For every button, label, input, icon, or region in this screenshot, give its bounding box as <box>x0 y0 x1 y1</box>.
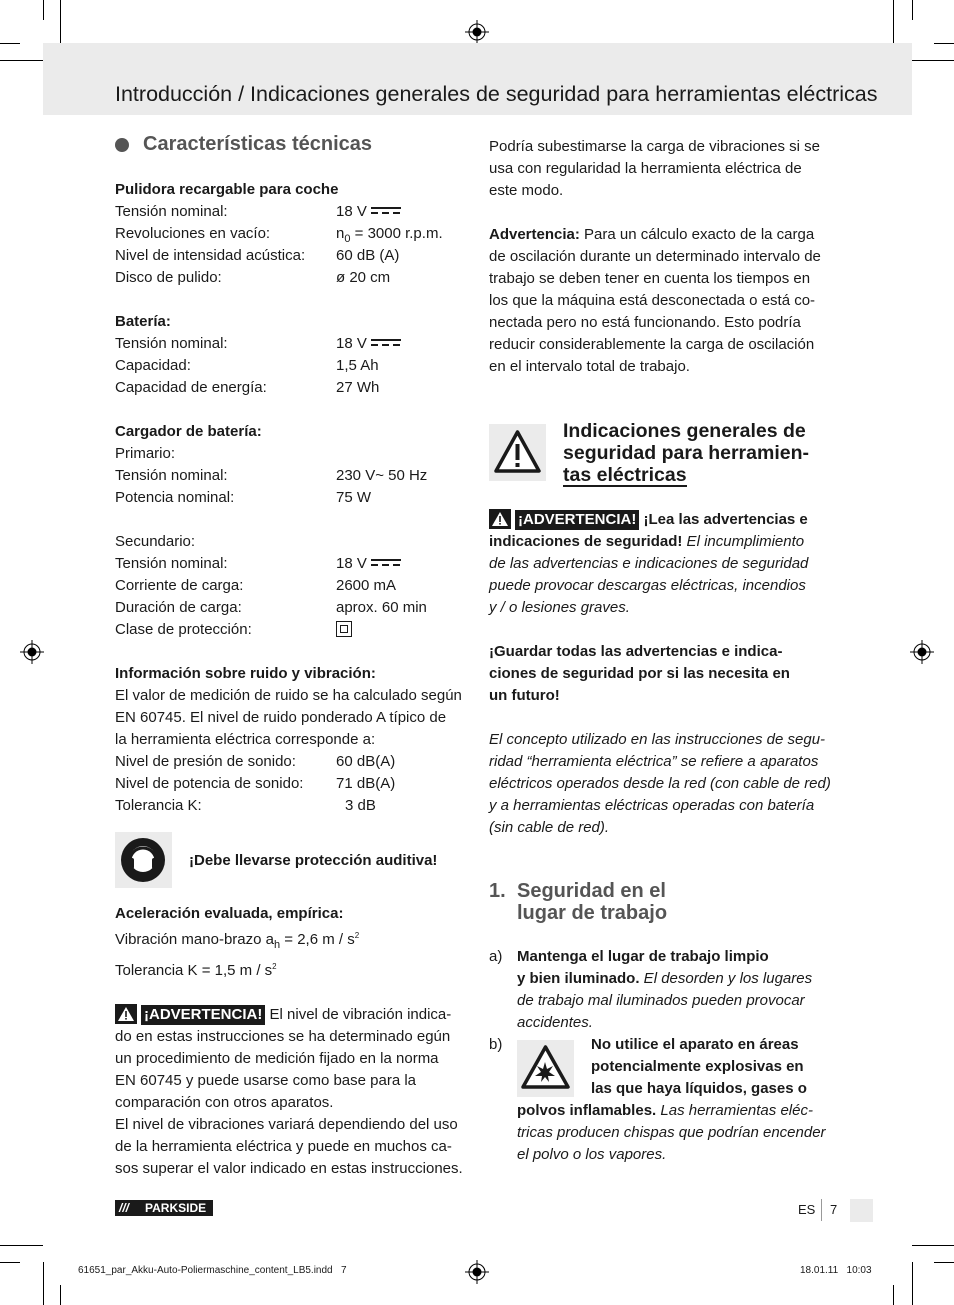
spec-value: 27 Wh <box>336 379 380 396</box>
spec-label: Corriente de carga: <box>115 577 244 594</box>
warning-line: ¡ADVERTENCIA! ¡Lea las advertencias e <box>489 509 849 531</box>
spec-value: $n_0 = 3000$ r.p.m. <box>336 225 443 245</box>
spec-row <box>115 619 467 641</box>
warning-icon-box <box>489 424 546 481</box>
spec-value: 18 V <box>336 201 401 223</box>
text-line: El nivel de vibraciones variará dependiendo del uso <box>115 1116 458 1133</box>
ear-protection-icon-box <box>115 832 172 888</box>
primary-label: Primario: <box>115 445 176 462</box>
text-line: sos superar el valor indicado en estas instrucciones. <box>115 1160 463 1177</box>
text-line: de la herramienta eléctrica y puede en muchos ca- <box>115 1138 452 1155</box>
spec-value: 1,5 Ah <box>336 357 379 374</box>
spec-row <box>115 575 467 597</box>
footer-divider <box>821 1199 822 1221</box>
spec-label: Potencia nominal: <box>115 489 235 506</box>
spec-label: Tensión nominal: <box>115 335 228 352</box>
text-line: y / o lesiones graves. <box>489 599 630 616</box>
spec-label: Capacidad: <box>115 357 191 374</box>
text-line: do en estas instrucciones se ha determinado egún <box>115 1028 451 1045</box>
text-line: ridad “herramienta eléctrica” se refiere a aparatos <box>489 753 819 770</box>
crop-mark <box>0 60 43 61</box>
accel-line: Tolerancia K = 1,5 m / $s^2$ <box>115 962 277 979</box>
page-tab <box>850 1199 873 1222</box>
spec-label: Revoluciones en vacío: <box>115 225 271 242</box>
accel-heading: Aceleración evaluada, empírica: <box>115 905 344 922</box>
print-date: 18.01.11 10:03 <box>800 1265 872 1276</box>
workplace-title: Seguridad en el lugar de trabajo <box>517 880 668 924</box>
crop-mark <box>60 1285 61 1305</box>
crop-mark <box>60 0 61 43</box>
crop-mark <box>912 1262 913 1305</box>
spec-label: Tensión nominal: <box>115 555 228 572</box>
text-line: y a herramientas eléctricas operadas con batería <box>489 797 815 814</box>
spec-label: Nivel de presión de sonido: <box>115 753 296 770</box>
dc-symbol-icon <box>371 338 401 347</box>
warning-triangle-icon <box>489 509 511 529</box>
spec-row <box>115 553 467 575</box>
item-b-bold-block: No utilice el aparato en áreas potencialmente explosivas en las que haya líquidos, gases o <box>591 1036 807 1097</box>
crop-mark <box>934 43 954 44</box>
text-line: en el intervalo total de trabajo. <box>489 358 690 375</box>
ear-protection-text: ¡Debe llevarse protección auditiva! <box>189 852 438 869</box>
text-line: ¡Guardar todas las advertencias e indica- <box>489 643 783 660</box>
text-line: El valor de medición de ruido se ha calculado según <box>115 687 462 704</box>
spec-row <box>115 597 467 619</box>
ear-protection-icon <box>115 832 172 888</box>
crop-mark <box>43 0 44 20</box>
section-title-specs: Características técnicas <box>143 133 373 155</box>
spec-row <box>115 377 467 399</box>
page-title: Introducción / Indicaciones generales de seguridad para herramientas eléctricas <box>115 82 878 106</box>
accel-block <box>115 903 467 1180</box>
text-line: trabajo se deben tener en cuenta los tiempos en <box>489 270 811 287</box>
spec-row <box>115 267 467 289</box>
spec-label: Capacidad de energía: <box>115 379 267 396</box>
spec-value: 60 dB(A) <box>336 753 396 770</box>
spec-row <box>115 223 467 245</box>
registration-mark-icon <box>20 640 44 664</box>
text-line: nectada pero no está funcionando. Esto podría <box>489 314 801 331</box>
text-line: EN 60745 y puede usarse como base para la <box>115 1072 417 1089</box>
logo-stripes-icon: /// <box>119 1201 130 1215</box>
crop-mark <box>912 1245 954 1246</box>
explosive-hazard-icon <box>517 1040 574 1097</box>
text-line: los que la máquina está desconectada o está co- <box>489 292 816 309</box>
registration-mark-icon <box>465 20 489 44</box>
warning-line: ¡ADVERTENCIA! El nivel de vibración indica- <box>115 1004 467 1026</box>
text-line: puede provocar descargas eléctricas, incendios <box>489 577 806 594</box>
noise-heading: Información sobre ruido y vibración: <box>115 665 376 682</box>
spec-value: aprox. 60 min <box>336 599 427 616</box>
text-line: El concepto utilizado en las instrucciones de segu- <box>489 731 826 748</box>
spec-value: 230 V~ 50 Hz <box>336 467 428 484</box>
text-line: reducir considerablemente la carga de oscilación <box>489 336 815 353</box>
spec-row <box>115 751 467 773</box>
crop-mark <box>0 43 20 44</box>
polisher-heading: Pulidora recargable para coche <box>115 181 339 198</box>
warning-tag: ¡ADVERTENCIA! <box>141 1005 265 1025</box>
workplace-number: 1. <box>489 880 506 902</box>
accel-line: Vibración mano-brazo $a_h = 2,6$ m / $s^2$ <box>115 931 360 951</box>
warning-triangle-icon <box>489 424 546 481</box>
spec-row <box>115 795 467 817</box>
text-line: usa con regularidad la herramienta eléctrica de <box>489 160 802 177</box>
text-line: de oscilación durante un determinado intervalo de <box>489 248 821 265</box>
spec-row <box>115 487 467 509</box>
dc-symbol-icon <box>371 206 401 215</box>
text-line: (sin cable de red). <box>489 819 610 836</box>
item-b-rest: polvos inflamables. Las herramientas eléc- tricas producen chispas que podrían encender el polvo o los vapores. <box>517 1102 826 1163</box>
crop-mark <box>893 0 894 43</box>
section-bullet <box>115 138 129 152</box>
page-number: 7 <box>830 1202 838 1217</box>
advert-line: Advertencia: Para un cálculo exacto de la carga <box>489 226 815 243</box>
crop-mark <box>912 0 913 20</box>
text-line: de las advertencias e indicaciones de seguridad <box>489 555 809 572</box>
text-line: eléctricos operados desde la red (con cable de red) <box>489 775 831 792</box>
specs-column <box>115 179 467 817</box>
spec-value: 3 dB <box>345 797 376 814</box>
spec-row <box>115 333 467 355</box>
spec-label: Disco de pulido: <box>115 269 222 286</box>
spec-value: 18 V <box>336 333 401 355</box>
crop-mark <box>893 1285 894 1305</box>
warning-triangle-icon <box>115 1004 137 1024</box>
spec-label: Tensión nominal: <box>115 467 228 484</box>
item-b-marker: b) <box>489 1036 503 1053</box>
crop-mark <box>934 1262 954 1263</box>
spec-value <box>336 619 352 641</box>
text-line: este modo. <box>489 182 564 199</box>
spec-value: 71 dB(A) <box>336 775 396 792</box>
item-a: Mantenga el lugar de trabajo limpio y bien iluminado. El desorden y los lugares de trabajo mal iluminados pueden provocar accidentes. <box>517 948 813 1031</box>
spec-label: Tolerancia K: <box>115 797 202 814</box>
spec-label: Nivel de potencia de sonido: <box>115 775 304 792</box>
spec-value: 75 W <box>336 489 372 506</box>
secondary-label: Secundario: <box>115 533 196 550</box>
file-info: 61651_par_Akku-Auto-Poliermaschine_content_LB5.indd 7 <box>78 1265 347 1276</box>
text-line: Podría subestimarse la carga de vibraciones si se <box>489 138 820 155</box>
text-line: un futuro! <box>489 687 560 704</box>
text-line: EN 60745. El nivel de ruido ponderado A típico de <box>115 709 447 726</box>
text-line: un procedimiento de medición fijado en la norma <box>115 1050 439 1067</box>
crop-mark <box>43 1262 44 1305</box>
text-line: la herramienta eléctrica corresponde a: <box>115 731 376 748</box>
registration-mark-icon <box>910 640 934 664</box>
battery-heading: Batería: <box>115 313 171 330</box>
spec-value: ø 20 cm <box>336 269 391 286</box>
spec-value: 60 dB (A) <box>336 247 400 264</box>
text-line: ciones de seguridad por si las necesita en <box>489 665 790 682</box>
spec-row <box>115 773 467 795</box>
vibration-note <box>489 136 841 378</box>
language-code: ES <box>798 1202 816 1217</box>
warning-tag: ¡ADVERTENCIA! <box>515 510 639 530</box>
charger-heading: Cargador de batería: <box>115 423 262 440</box>
warning-line-2: indicaciones de seguridad! El incumplimiento <box>489 533 805 550</box>
registration-mark-icon <box>465 1260 489 1284</box>
protection-class-ii-icon <box>336 621 352 637</box>
spec-row <box>115 465 467 487</box>
spec-value: 2600 mA <box>336 577 397 594</box>
spec-row <box>115 245 467 267</box>
explosion-icon-box <box>517 1040 574 1097</box>
text-line: comparación con otros aparatos. <box>115 1094 334 1111</box>
spec-label: Duración de carga: <box>115 599 242 616</box>
crop-mark <box>0 1262 20 1263</box>
parkside-logo: /// PARKSIDE <box>115 1200 213 1216</box>
safety-heading: Indicaciones generales de seguridad para herramien- tas eléctricas <box>563 420 809 486</box>
spec-label: Tensión nominal: <box>115 203 228 220</box>
safety-warning-block <box>489 509 849 839</box>
item-a-marker: a) <box>489 948 503 965</box>
spec-label: Clase de protección: <box>115 621 252 638</box>
crop-mark <box>912 60 954 61</box>
crop-mark <box>0 1245 43 1246</box>
spec-label: Nivel de intensidad acústica: <box>115 247 306 264</box>
spec-row <box>115 355 467 377</box>
dc-symbol-icon <box>371 558 401 567</box>
spec-row <box>115 201 467 223</box>
spec-value: 18 V <box>336 553 401 575</box>
